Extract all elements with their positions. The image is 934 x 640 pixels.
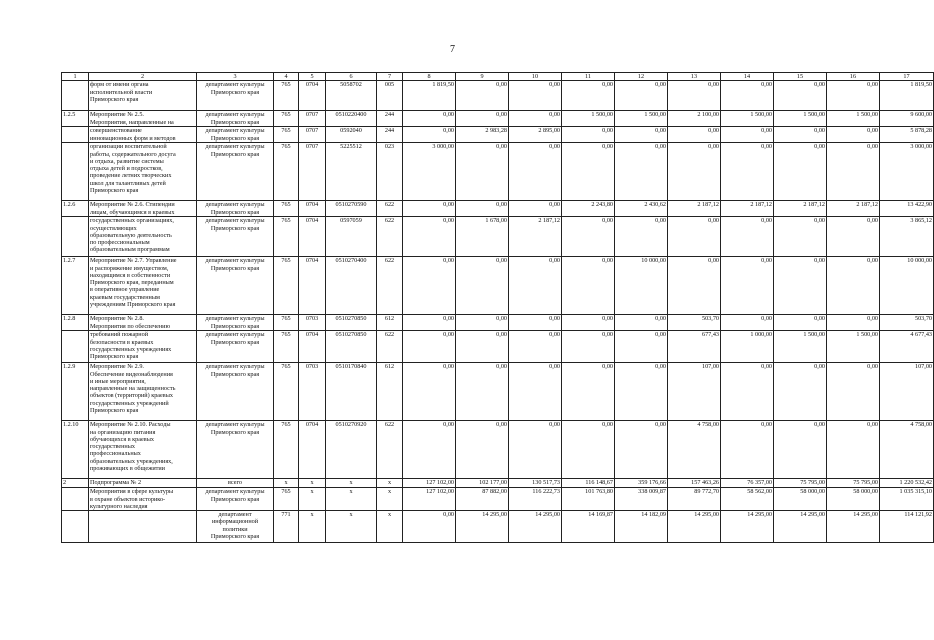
activity-name-cell: Мероприятие № 2.10. Расходы на организацию питания обучающихся в краевых государственных профессиональных образовательных учреждениях, проживающих в общежитии	[89, 421, 197, 479]
row-number-cell	[62, 331, 89, 363]
executor-cell: департамент культуры Приморского края	[197, 315, 274, 331]
amount-cell: 75 795,00	[827, 479, 880, 488]
amount-cell: 0,00	[403, 111, 456, 127]
activity-name-cell: Мероприятие № 2.7. Управление и распоряжение имуществом, находящимся в собственности Приморского края, переданным в оперативное управление краевым государственным учреждениям Приморского края	[89, 257, 197, 315]
header-row	[62, 73, 934, 81]
activity-name-cell: совершенствование инновационных форм и методов	[89, 127, 197, 143]
amount-cell: 0,00	[562, 143, 615, 201]
grbs-code-cell: 765	[274, 421, 299, 479]
amount-cell: 0,00	[403, 217, 456, 257]
table-row	[62, 488, 934, 511]
amount-cell: 101 763,80	[562, 488, 615, 511]
amount-cell: 0,00	[827, 257, 880, 315]
amount-cell: 14 295,00	[668, 511, 721, 543]
amount-cell: 0,00	[721, 421, 774, 479]
header-cell: 7	[377, 73, 403, 81]
rz-pr-code-cell: 0707	[299, 143, 326, 201]
table-row	[62, 127, 934, 143]
amount-cell: 0,00	[562, 363, 615, 421]
activity-name-cell: Подпрограмма № 2	[89, 479, 197, 488]
header-cell: 8	[403, 73, 456, 81]
rz-pr-code-cell: 0704	[299, 201, 326, 217]
amount-cell: 0,00	[456, 363, 509, 421]
amount-cell: 13 422,90	[880, 201, 934, 217]
vr-code-cell: 622	[377, 257, 403, 315]
amount-cell: 0,00	[562, 421, 615, 479]
amount-cell: 0,00	[456, 421, 509, 479]
header-cell: 5	[299, 73, 326, 81]
rz-pr-code-cell: x	[299, 488, 326, 511]
activity-name-cell: организации воспитательной работы, содержательного досуга и отдыха, развитие системы отдыха детей и подростков, проведение летних творческих школ для талантливых детей Приморского края	[89, 143, 197, 201]
amount-cell: 107,00	[668, 363, 721, 421]
rz-pr-code-cell: x	[299, 511, 326, 543]
rz-pr-code-cell: 0704	[299, 217, 326, 257]
executor-cell: департамент культуры Приморского края	[197, 363, 274, 421]
table-row	[62, 421, 934, 479]
amount-cell: 116 148,67	[562, 479, 615, 488]
header-cell: 2	[89, 73, 197, 81]
amount-cell: 4 758,00	[668, 421, 721, 479]
executor-cell: департамент информационной политики Приморского края	[197, 511, 274, 543]
table-row	[62, 201, 934, 217]
executor-cell: департамент культуры Приморского края	[197, 143, 274, 201]
amount-cell: 0,00	[615, 315, 668, 331]
grbs-code-cell: 765	[274, 315, 299, 331]
amount-cell: 0,00	[403, 315, 456, 331]
amount-cell: 0,00	[562, 257, 615, 315]
amount-cell: 0,00	[721, 127, 774, 143]
vr-code-cell: 622	[377, 217, 403, 257]
grbs-code-cell: 765	[274, 81, 299, 111]
amount-cell: 0,00	[403, 511, 456, 543]
amount-cell: 0,00	[774, 363, 827, 421]
row-number-cell	[62, 143, 89, 201]
activity-name-cell: государственных организациях, осуществляющих образовательную деятельность по профессиональным образовательным программам	[89, 217, 197, 257]
csr-code-cell: 0510270920	[326, 421, 377, 479]
amount-cell: 114 121,92	[880, 511, 934, 543]
amount-cell: 1 500,00	[774, 111, 827, 127]
table-row	[62, 511, 934, 543]
amount-cell: 2 187,12	[509, 217, 562, 257]
amount-cell: 10 000,00	[615, 257, 668, 315]
csr-code-cell: 0510270850	[326, 315, 377, 331]
amount-cell: 0,00	[456, 143, 509, 201]
csr-code-cell: 0510270590	[326, 201, 377, 217]
row-number-cell: 1.2.6	[62, 201, 89, 217]
vr-code-cell: 023	[377, 143, 403, 201]
amount-cell: 1 500,00	[562, 111, 615, 127]
executor-cell: департамент культуры Приморского края	[197, 217, 274, 257]
amount-cell: 0,00	[827, 363, 880, 421]
amount-cell: 1 035 315,10	[880, 488, 934, 511]
amount-cell: 0,00	[827, 81, 880, 111]
header-cell: 1	[62, 73, 89, 81]
amount-cell: 0,00	[615, 127, 668, 143]
grbs-code-cell: 765	[274, 201, 299, 217]
table-row	[62, 315, 934, 331]
vr-code-cell: 244	[377, 111, 403, 127]
amount-cell: 4 677,43	[880, 331, 934, 363]
amount-cell: 2 187,12	[774, 201, 827, 217]
amount-cell: 0,00	[456, 331, 509, 363]
header-cell: 16	[827, 73, 880, 81]
amount-cell: 0,00	[509, 363, 562, 421]
activity-name-cell: Мероприятие № 2.5. Мероприятия, направленные на	[89, 111, 197, 127]
table-row	[62, 257, 934, 315]
amount-cell: 4 758,00	[880, 421, 934, 479]
amount-cell: 0,00	[668, 217, 721, 257]
grbs-code-cell: 771	[274, 511, 299, 543]
executor-cell: департамент культуры Приморского края	[197, 257, 274, 315]
amount-cell: 0,00	[668, 143, 721, 201]
amount-cell: 0,00	[403, 127, 456, 143]
amount-cell: 1 000,00	[721, 331, 774, 363]
amount-cell: 130 517,73	[509, 479, 562, 488]
executor-cell: департамент культуры Приморского края	[197, 201, 274, 217]
amount-cell: 2 100,00	[668, 111, 721, 127]
csr-code-cell: 0592040	[326, 127, 377, 143]
amount-cell: 14 295,00	[721, 511, 774, 543]
amount-cell: 127 102,00	[403, 488, 456, 511]
amount-cell: 1 678,00	[456, 217, 509, 257]
amount-cell: 0,00	[562, 217, 615, 257]
grbs-code-cell: 765	[274, 331, 299, 363]
amount-cell: 677,43	[668, 331, 721, 363]
executor-cell: департамент культуры Приморского края	[197, 81, 274, 111]
amount-cell: 503,70	[668, 315, 721, 331]
amount-cell: 0,00	[509, 315, 562, 331]
table-row	[62, 363, 934, 421]
amount-cell: 1 500,00	[827, 111, 880, 127]
budget-table	[61, 72, 934, 543]
amount-cell: 0,00	[721, 363, 774, 421]
amount-cell: 127 102,00	[403, 479, 456, 488]
amount-cell: 0,00	[562, 127, 615, 143]
row-number-cell	[62, 127, 89, 143]
rz-pr-code-cell: 0704	[299, 331, 326, 363]
amount-cell: 1 819,50	[880, 81, 934, 111]
row-number-cell: 1.2.8	[62, 315, 89, 331]
amount-cell: 157 463,26	[668, 479, 721, 488]
header-cell: 10	[509, 73, 562, 81]
table-row	[62, 143, 934, 201]
row-number-cell: 1.2.10	[62, 421, 89, 479]
amount-cell: 58 000,00	[827, 488, 880, 511]
activity-name-cell: Мероприятие № 2.6. Стипендии лицам, обучающимся в краевых	[89, 201, 197, 217]
csr-code-cell: 0510270400	[326, 257, 377, 315]
grbs-code-cell: 765	[274, 111, 299, 127]
table-row	[62, 217, 934, 257]
amount-cell: 0,00	[721, 315, 774, 331]
amount-cell: 0,00	[827, 143, 880, 201]
amount-cell: 0,00	[615, 421, 668, 479]
amount-cell: 3 000,00	[880, 143, 934, 201]
amount-cell: 0,00	[403, 331, 456, 363]
amount-cell: 0,00	[774, 143, 827, 201]
vr-code-cell: 005	[377, 81, 403, 111]
amount-cell: 2 187,12	[721, 201, 774, 217]
amount-cell: 0,00	[562, 81, 615, 111]
header-cell: 14	[721, 73, 774, 81]
grbs-code-cell: 765	[274, 488, 299, 511]
amount-cell: 14 295,00	[456, 511, 509, 543]
amount-cell: 338 009,87	[615, 488, 668, 511]
row-number-cell: 1.2.7	[62, 257, 89, 315]
grbs-code-cell: 765	[274, 127, 299, 143]
csr-code-cell: 0510270850	[326, 331, 377, 363]
amount-cell: 89 772,70	[668, 488, 721, 511]
row-number-cell	[62, 217, 89, 257]
rz-pr-code-cell: 0707	[299, 111, 326, 127]
row-number-cell: 2	[62, 479, 89, 488]
amount-cell: 0,00	[774, 421, 827, 479]
amount-cell: 14 295,00	[774, 511, 827, 543]
amount-cell: 0,00	[668, 127, 721, 143]
amount-cell: 0,00	[615, 81, 668, 111]
activity-name-cell	[89, 511, 197, 543]
executor-cell: департамент культуры Приморского края	[197, 127, 274, 143]
amount-cell: 0,00	[509, 201, 562, 217]
header-cell: 11	[562, 73, 615, 81]
amount-cell: 0,00	[668, 257, 721, 315]
row-number-cell: 1.2.9	[62, 363, 89, 421]
amount-cell: 0,00	[509, 257, 562, 315]
amount-cell: 0,00	[403, 201, 456, 217]
amount-cell: 14 295,00	[509, 511, 562, 543]
csr-code-cell: 0510170840	[326, 363, 377, 421]
amount-cell: 1 500,00	[774, 331, 827, 363]
amount-cell: 0,00	[562, 331, 615, 363]
amount-cell: 2 983,28	[456, 127, 509, 143]
executor-cell: департамент культуры Приморского края	[197, 111, 274, 127]
vr-code-cell: 244	[377, 127, 403, 143]
rz-pr-code-cell: 0703	[299, 315, 326, 331]
executor-cell: департамент культуры Приморского края	[197, 331, 274, 363]
activity-name-cell: форм от имени органа исполнительной власти Приморского края	[89, 81, 197, 111]
rz-pr-code-cell: 0704	[299, 421, 326, 479]
page-number: 7	[450, 44, 455, 55]
amount-cell: 0,00	[509, 81, 562, 111]
amount-cell: 76 357,00	[721, 479, 774, 488]
amount-cell: 0,00	[615, 363, 668, 421]
row-number-cell	[62, 81, 89, 111]
amount-cell: 0,00	[562, 315, 615, 331]
grbs-code-cell: x	[274, 479, 299, 488]
vr-code-cell: 612	[377, 315, 403, 331]
grbs-code-cell: 765	[274, 143, 299, 201]
vr-code-cell: 622	[377, 421, 403, 479]
row-number-cell: 1.2.5	[62, 111, 89, 127]
executor-cell: департамент культуры Приморского края	[197, 488, 274, 511]
amount-cell: 0,00	[774, 315, 827, 331]
executor-cell: всего	[197, 479, 274, 488]
activity-name-cell: требований пожарной безопасности в краевых государственных учреждениях Приморского края	[89, 331, 197, 363]
grbs-code-cell: 765	[274, 217, 299, 257]
amount-cell: 0,00	[827, 127, 880, 143]
amount-cell: 0,00	[509, 143, 562, 201]
csr-code-cell: 5225512	[326, 143, 377, 201]
vr-code-cell: x	[377, 511, 403, 543]
amount-cell: 75 795,00	[774, 479, 827, 488]
activity-name-cell: Мероприятия в сфере культуры в охране объектов историко- культурного наследия	[89, 488, 197, 511]
header-cell: 3	[197, 73, 274, 81]
amount-cell: 9 600,00	[880, 111, 934, 127]
amount-cell: 5 878,28	[880, 127, 934, 143]
header-cell: 13	[668, 73, 721, 81]
rz-pr-code-cell: 0704	[299, 81, 326, 111]
header-cell: 4	[274, 73, 299, 81]
amount-cell: 0,00	[615, 331, 668, 363]
vr-code-cell: x	[377, 488, 403, 511]
csr-code-cell: 5058702	[326, 81, 377, 111]
vr-code-cell: 622	[377, 331, 403, 363]
rz-pr-code-cell: 0703	[299, 363, 326, 421]
amount-cell: 14 182,09	[615, 511, 668, 543]
table-row	[62, 111, 934, 127]
grbs-code-cell: 765	[274, 363, 299, 421]
activity-name-cell: Мероприятие № 2.9. Обеспечение видеонаблюдения и иные мероприятия, направленные на защищенность объектов (территорий) краевых государственных учреждений Приморского края	[89, 363, 197, 421]
csr-code-cell: 0597059	[326, 217, 377, 257]
table-row	[62, 81, 934, 111]
amount-cell: 58 000,00	[774, 488, 827, 511]
amount-cell: 503,70	[880, 315, 934, 331]
amount-cell: 0,00	[827, 315, 880, 331]
amount-cell: 58 562,00	[721, 488, 774, 511]
header-cell: 17	[880, 73, 934, 81]
amount-cell: 0,00	[721, 257, 774, 315]
amount-cell: 102 177,00	[456, 479, 509, 488]
grbs-code-cell: 765	[274, 257, 299, 315]
vr-code-cell: 622	[377, 201, 403, 217]
amount-cell: 1 500,00	[721, 111, 774, 127]
rz-pr-code-cell: 0707	[299, 127, 326, 143]
amount-cell: 2 187,12	[827, 201, 880, 217]
amount-cell: 0,00	[774, 257, 827, 315]
header-cell: 15	[774, 73, 827, 81]
amount-cell: 116 222,73	[509, 488, 562, 511]
amount-cell: 14 295,00	[827, 511, 880, 543]
amount-cell: 0,00	[827, 217, 880, 257]
vr-code-cell: 612	[377, 363, 403, 421]
amount-cell: 0,00	[774, 81, 827, 111]
header-cell: 9	[456, 73, 509, 81]
amount-cell: 3 865,12	[880, 217, 934, 257]
amount-cell: 0,00	[615, 217, 668, 257]
amount-cell: 0,00	[509, 331, 562, 363]
amount-cell: 107,00	[880, 363, 934, 421]
amount-cell: 0,00	[774, 127, 827, 143]
csr-code-cell: 0510220400	[326, 111, 377, 127]
rz-pr-code-cell: 0704	[299, 257, 326, 315]
header-cell: 12	[615, 73, 668, 81]
amount-cell: 2 187,12	[668, 201, 721, 217]
amount-cell: 0,00	[721, 143, 774, 201]
activity-name-cell: Мероприятие № 2.8. Мероприятия по обеспечению	[89, 315, 197, 331]
amount-cell: 2 430,62	[615, 201, 668, 217]
amount-cell: 0,00	[456, 315, 509, 331]
amount-cell: 0,00	[774, 217, 827, 257]
amount-cell: 0,00	[456, 257, 509, 315]
amount-cell: 10 000,00	[880, 257, 934, 315]
amount-cell: 0,00	[721, 217, 774, 257]
header-cell: 6	[326, 73, 377, 81]
amount-cell: 0,00	[456, 201, 509, 217]
amount-cell: 1 500,00	[615, 111, 668, 127]
amount-cell: 0,00	[456, 111, 509, 127]
amount-cell: 87 882,00	[456, 488, 509, 511]
csr-code-cell: x	[326, 511, 377, 543]
amount-cell: 1 220 532,42	[880, 479, 934, 488]
amount-cell: 0,00	[403, 363, 456, 421]
amount-cell: 0,00	[456, 81, 509, 111]
vr-code-cell: x	[377, 479, 403, 488]
table-row	[62, 479, 934, 488]
amount-cell: 1 500,00	[827, 331, 880, 363]
amount-cell: 0,00	[403, 257, 456, 315]
row-number-cell	[62, 488, 89, 511]
amount-cell: 0,00	[721, 81, 774, 111]
amount-cell: 0,00	[827, 421, 880, 479]
table-row	[62, 331, 934, 363]
csr-code-cell: x	[326, 479, 377, 488]
amount-cell: 2 243,80	[562, 201, 615, 217]
csr-code-cell: x	[326, 488, 377, 511]
amount-cell: 2 895,00	[509, 127, 562, 143]
amount-cell: 0,00	[403, 421, 456, 479]
amount-cell: 0,00	[668, 81, 721, 111]
rz-pr-code-cell: x	[299, 479, 326, 488]
amount-cell: 359 176,66	[615, 479, 668, 488]
amount-cell: 14 169,87	[562, 511, 615, 543]
amount-cell: 0,00	[509, 421, 562, 479]
executor-cell: департамент культуры Приморского края	[197, 421, 274, 479]
amount-cell: 0,00	[615, 143, 668, 201]
row-number-cell	[62, 511, 89, 543]
amount-cell: 1 819,50	[403, 81, 456, 111]
amount-cell: 0,00	[509, 111, 562, 127]
amount-cell: 3 000,00	[403, 143, 456, 201]
